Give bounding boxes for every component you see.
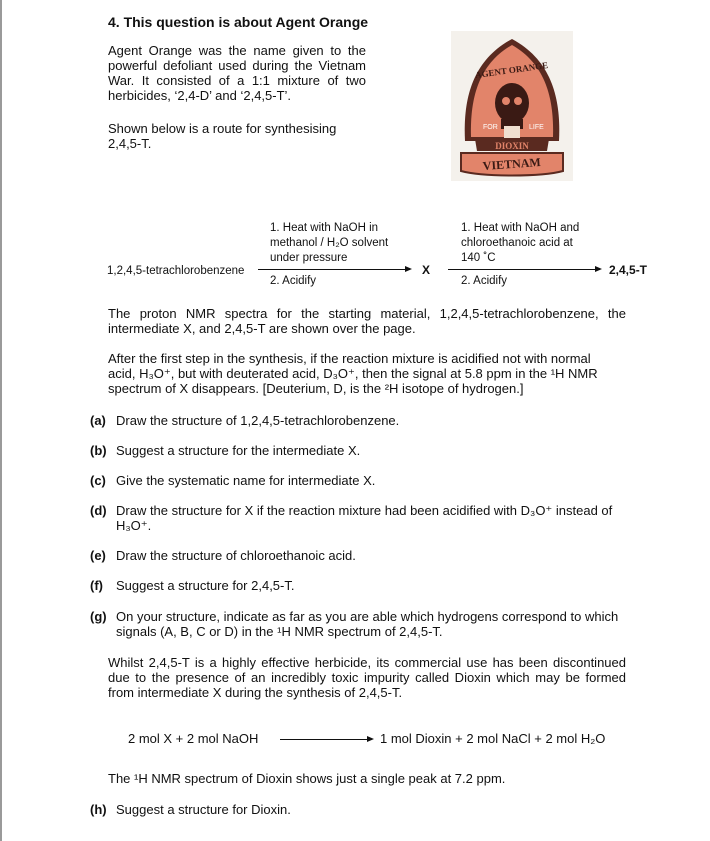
route-intro: Shown below is a route for synthesising 2,4,5-T.: [108, 121, 337, 151]
question-c: [90, 473, 630, 488]
reaction-arrow-1: [258, 269, 410, 270]
question-label: (f): [90, 578, 103, 593]
badge-right-text: LIFE: [529, 124, 544, 131]
dioxin-nmr-paragraph: The ¹H NMR spectrum of Dioxin shows just a single peak at 7.2 ppm.: [108, 771, 506, 786]
badge-left-text: FOR: [483, 124, 498, 131]
question-b: [90, 443, 630, 458]
question-label: (c): [90, 473, 106, 488]
step1-acidify: 2. Acidify: [270, 275, 317, 287]
question-text: Draw the structure of 1,2,4,5-tetrachlorobenzene.: [116, 413, 400, 428]
question-text: Suggest a structure for the intermediate X.: [116, 443, 361, 458]
badge-top-text: AGENT ORANGE: [474, 59, 549, 81]
step2-condition-3: 140 ˚C: [461, 252, 496, 264]
step1-condition-1: 1. Heat with NaOH in: [270, 222, 379, 234]
question-text: Draw the structure for X if the reaction mixture had been acidified with D₃O⁺ instead of H₃O⁺.: [116, 503, 613, 533]
intro-paragraph: Agent Orange was the name given to the powerful defoliant used during the Vietnam War. It consisted of a 1:1 mixture of two herbicides, ‘2,4-D’ and ‘2,4,5-T’.: [108, 43, 366, 103]
question-text: Draw the structure of chloroethanoic acid.: [116, 548, 356, 563]
deuterium-line-1: After the first step in the synthesis, if the reaction mixture is acidified not with normal: [108, 351, 591, 366]
agent-orange-badge-image: [451, 31, 573, 181]
deuterium-line-3: spectrum of X disappears. [Deuterium, D, is the ²H isotope of hydrogen.]: [108, 381, 524, 396]
reaction-arrow-2: [448, 269, 600, 270]
question-text: Suggest a structure for Dioxin.: [116, 802, 291, 817]
question-text: Give the systematic name for intermediate X.: [116, 473, 376, 488]
starting-material: 1,2,4,5-tetrachlorobenzene: [107, 265, 245, 277]
badge-dioxin-text: DIOXIN: [495, 141, 529, 151]
question-d: [90, 503, 630, 533]
intermediate-x: X: [422, 263, 431, 277]
step1-condition-2: methanol / H₂O solvent: [270, 237, 389, 249]
question-e: [90, 548, 630, 563]
question-label: (e): [90, 548, 106, 563]
question-label: (a): [90, 413, 106, 428]
question-f: [90, 578, 630, 593]
step2-condition-2: chloroethanoic acid at: [461, 237, 573, 249]
question-text: On your structure, indicate as far as you are able which hydrogens correspond to which signals (A, B, C or D) in the ¹H NMR spectrum of 2,4,5-T.: [116, 609, 619, 639]
nmr-paragraph: The proton NMR spectra for the starting material, 1,2,4,5-tetrachlorobenzene, the intermediate X, and 2,4,5-T are shown over the page.: [108, 306, 626, 336]
step1-condition-3: under pressure: [270, 252, 348, 264]
question-label: (b): [90, 443, 107, 458]
question-title: 4. This question is about Agent Orange: [108, 14, 369, 30]
step2-acidify: 2. Acidify: [461, 275, 508, 287]
equation-left: 2 mol X + 2 mol NaOH: [128, 731, 259, 746]
step2-condition-1: 1. Heat with NaOH and: [461, 222, 580, 234]
deuterium-line-2: acid, H₃O⁺, but with deuterated acid, D₃O⁺, then the signal at 5.8 ppm in the ¹H NMR: [108, 366, 598, 381]
equation-arrow: [280, 739, 372, 740]
question-g: [90, 609, 630, 639]
product-245t: 2,4,5-T: [609, 263, 648, 277]
deuterium-paragraph: [108, 351, 626, 396]
badge-vietnam-text: VIETNAM: [482, 155, 542, 174]
question-a: [90, 413, 630, 428]
equation-right: 1 mol Dioxin + 2 mol NaCl + 2 mol H₂O: [380, 731, 606, 746]
page-left-border: [0, 0, 2, 841]
question-label: (d): [90, 503, 107, 518]
question-h: [90, 802, 630, 817]
question-text: Suggest a structure for 2,4,5-T.: [116, 578, 295, 593]
question-label: (h): [90, 802, 107, 817]
question-label: (g): [90, 609, 107, 624]
dioxin-paragraph: Whilst 2,4,5-T is a highly effective herbicide, its commercial use has been discontinued due to the presence of an incredibly toxic impurity called Dioxin which may be formed from intermediate X during the synthesis of 2,4,5-T.: [108, 655, 626, 700]
